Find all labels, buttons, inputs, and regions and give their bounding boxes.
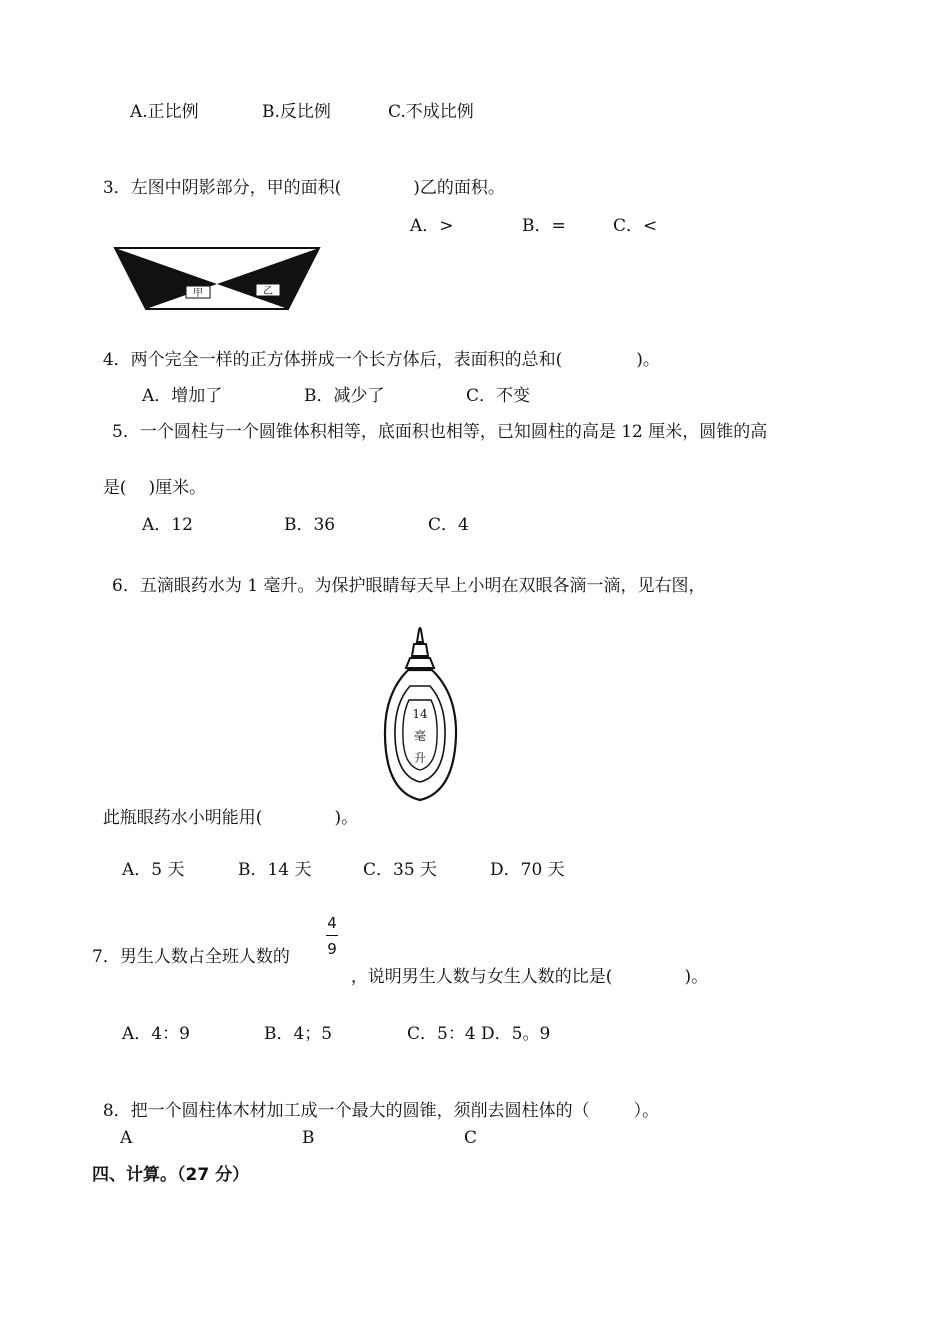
q7-option-a: A．4：9 xyxy=(122,1024,190,1044)
q7-stem-prefix: 7．男生人数占全班人数的 xyxy=(92,947,290,967)
q3-stem xyxy=(92,158,505,198)
q8-option-b: B xyxy=(302,1128,315,1148)
q3-option-b: B．= xyxy=(522,216,566,236)
q4-stem xyxy=(92,330,660,370)
q6-stem-line1: 6．五滴眼药水为 1 毫升。为保护眼睛每天早上小明在双眼各滴一滴，见右图， xyxy=(112,576,706,596)
q7-suffix: )。 xyxy=(684,967,709,987)
q6-option-c: C．35 天 xyxy=(363,860,438,880)
q4-option-a: A．增加了 xyxy=(142,386,223,406)
q7-mid: ，说明男生人数与女生人数的比是( xyxy=(350,967,613,987)
q6-option-b: B．14 天 xyxy=(238,860,312,880)
q6-line2-prefix: 此瓶眼药水小明能用( xyxy=(102,808,263,828)
q8-suffix: ）。 xyxy=(633,1101,660,1121)
q2-option-b: B.反比例 xyxy=(262,102,331,122)
eye-drop-bottle-figure xyxy=(380,624,462,804)
q8-option-a: A xyxy=(120,1128,133,1148)
q4-option-c: C．不变 xyxy=(466,386,531,406)
q2-option-c: C.不成比例 xyxy=(388,102,474,122)
q3-label-left: 甲 xyxy=(193,288,203,299)
q3-option-a: A．> xyxy=(410,216,454,236)
q8-prefix: 8．把一个圆柱体木材加工成一个最大的圆锥，须削去圆柱体的（ xyxy=(102,1101,590,1121)
q6-line2-suffix: )。 xyxy=(334,808,359,828)
q5-option-a: A．12 xyxy=(142,515,193,535)
q3-trapezoid-figure xyxy=(112,246,322,312)
q4-suffix: )。 xyxy=(636,350,660,370)
q7-fraction-bar xyxy=(326,935,338,936)
q7-fraction-numerator: 4 xyxy=(327,914,337,932)
q5-line2-suffix: )厘米。 xyxy=(148,478,207,498)
bottle-unit-2: 升 xyxy=(413,751,427,765)
q4-option-b: B．减少了 xyxy=(304,386,385,406)
q3-label-right: 乙 xyxy=(263,286,273,297)
q8-stem xyxy=(92,1081,659,1121)
q4-prefix: 4．两个完全一样的正方体拼成一个长方体后，表面积的总和( xyxy=(102,350,563,370)
q5-option-c: C．4 xyxy=(428,515,469,535)
q5-option-b: B．36 xyxy=(284,515,336,535)
q3-option-c: C．< xyxy=(613,216,658,236)
q3-prefix: 3．左图中阴影部分，甲的面积( xyxy=(102,178,342,198)
q5-line2-prefix: 是( xyxy=(102,478,127,498)
q7-option-c-d: C．5：4 D．5。9 xyxy=(407,1024,551,1044)
q7-fraction-denominator: 9 xyxy=(327,940,337,958)
q7-stem-rest xyxy=(340,947,708,987)
q5-stem-line2 xyxy=(92,458,206,498)
bottle-number: 14 xyxy=(412,707,428,721)
q6-option-d: D．70 天 xyxy=(490,860,565,880)
q2-option-a: A.正比例 xyxy=(130,102,199,122)
q6-stem-line2 xyxy=(92,788,358,828)
bottle-unit-1: 毫 xyxy=(413,729,427,743)
q8-option-c: C xyxy=(464,1128,478,1148)
section-4-title: 四、计算。（27 分） xyxy=(92,1165,250,1185)
q5-stem-line1: 5．一个圆柱与一个圆锥体积相等，底面积也相等，已知圆柱的高是 12 厘米，圆锥的高 xyxy=(112,422,768,442)
q7-option-b: B．4；5 xyxy=(264,1024,333,1044)
q6-option-a: A．5 天 xyxy=(122,860,185,880)
q3-suffix: )乙的面积。 xyxy=(413,178,505,198)
